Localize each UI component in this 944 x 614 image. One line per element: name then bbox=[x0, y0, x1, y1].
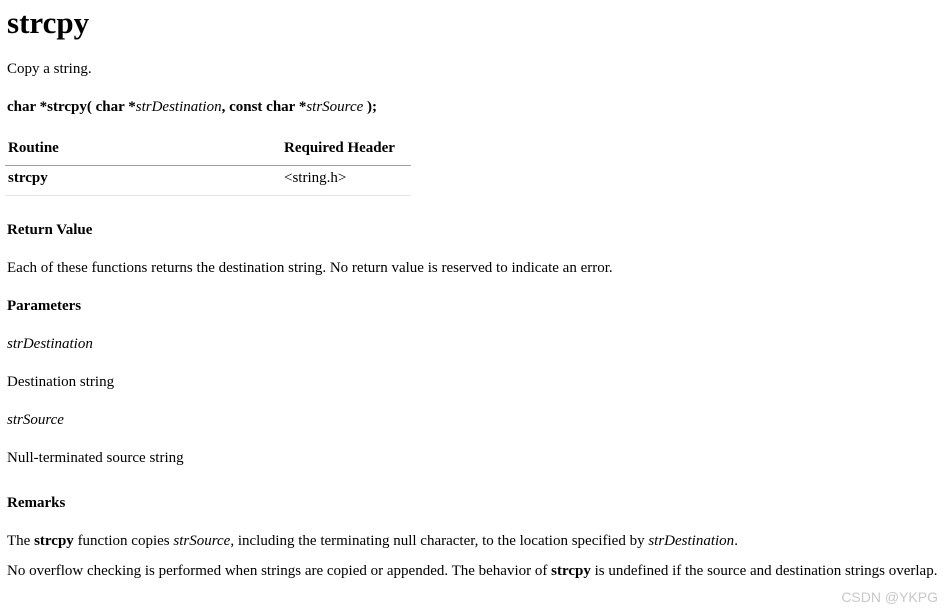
remarks-text: function copies bbox=[73, 533, 174, 549]
remarks-function-ref: strcpy bbox=[34, 533, 74, 549]
signature-close: ); bbox=[363, 99, 378, 115]
remarks-paragraph-1 bbox=[7, 532, 738, 550]
function-description: Copy a string. bbox=[7, 61, 92, 77]
routine-cell: strcpy bbox=[5, 166, 281, 196]
parameter-description-destination: Destination string bbox=[7, 374, 115, 390]
requirements-table bbox=[5, 136, 411, 196]
table-header-row bbox=[5, 136, 411, 166]
parameter-name-destination: strDestination bbox=[7, 336, 93, 352]
header-file-cell: <string.h> bbox=[281, 166, 411, 196]
signature-param2-name: strSource bbox=[306, 99, 364, 115]
table-row bbox=[5, 166, 411, 196]
return-value-text: Each of these functions returns the destination string. No return value is reserved to indicate an error. bbox=[7, 260, 613, 276]
remarks-text: , including the terminating null character, to the location specified by bbox=[230, 533, 649, 549]
remarks-text: is undefined if the source and destination strings overlap. bbox=[590, 563, 938, 579]
column-header-routine: Routine bbox=[5, 136, 281, 166]
remarks-function-ref: strcpy bbox=[551, 563, 591, 579]
remarks-param-ref: strSource bbox=[173, 533, 231, 549]
signature-return-type: char * bbox=[7, 99, 48, 115]
parameter-name-source: strSource bbox=[7, 412, 64, 428]
signature-param1-name: strDestination bbox=[135, 99, 222, 115]
remarks-text: The bbox=[7, 533, 35, 549]
parameters-heading: Parameters bbox=[7, 298, 82, 314]
function-signature bbox=[7, 98, 377, 116]
signature-function-name: strcpy( bbox=[47, 99, 92, 115]
signature-param1-type: char * bbox=[91, 99, 136, 115]
page-title: strcpy bbox=[7, 5, 90, 40]
signature-param2-type: , const char * bbox=[221, 99, 307, 115]
remarks-param-ref: strDestination bbox=[648, 533, 735, 549]
parameter-description-source: Null-terminated source string bbox=[7, 450, 184, 466]
column-header-required-header: Required Header bbox=[281, 136, 411, 166]
return-value-heading: Return Value bbox=[7, 222, 93, 238]
remarks-paragraph-2 bbox=[7, 562, 937, 580]
watermark: CSDN @YKPG bbox=[841, 589, 938, 605]
remarks-text: No overflow checking is performed when strings are copied or appended. The behavior of bbox=[7, 563, 552, 579]
remarks-heading: Remarks bbox=[7, 495, 66, 511]
remarks-text: . bbox=[734, 533, 738, 549]
